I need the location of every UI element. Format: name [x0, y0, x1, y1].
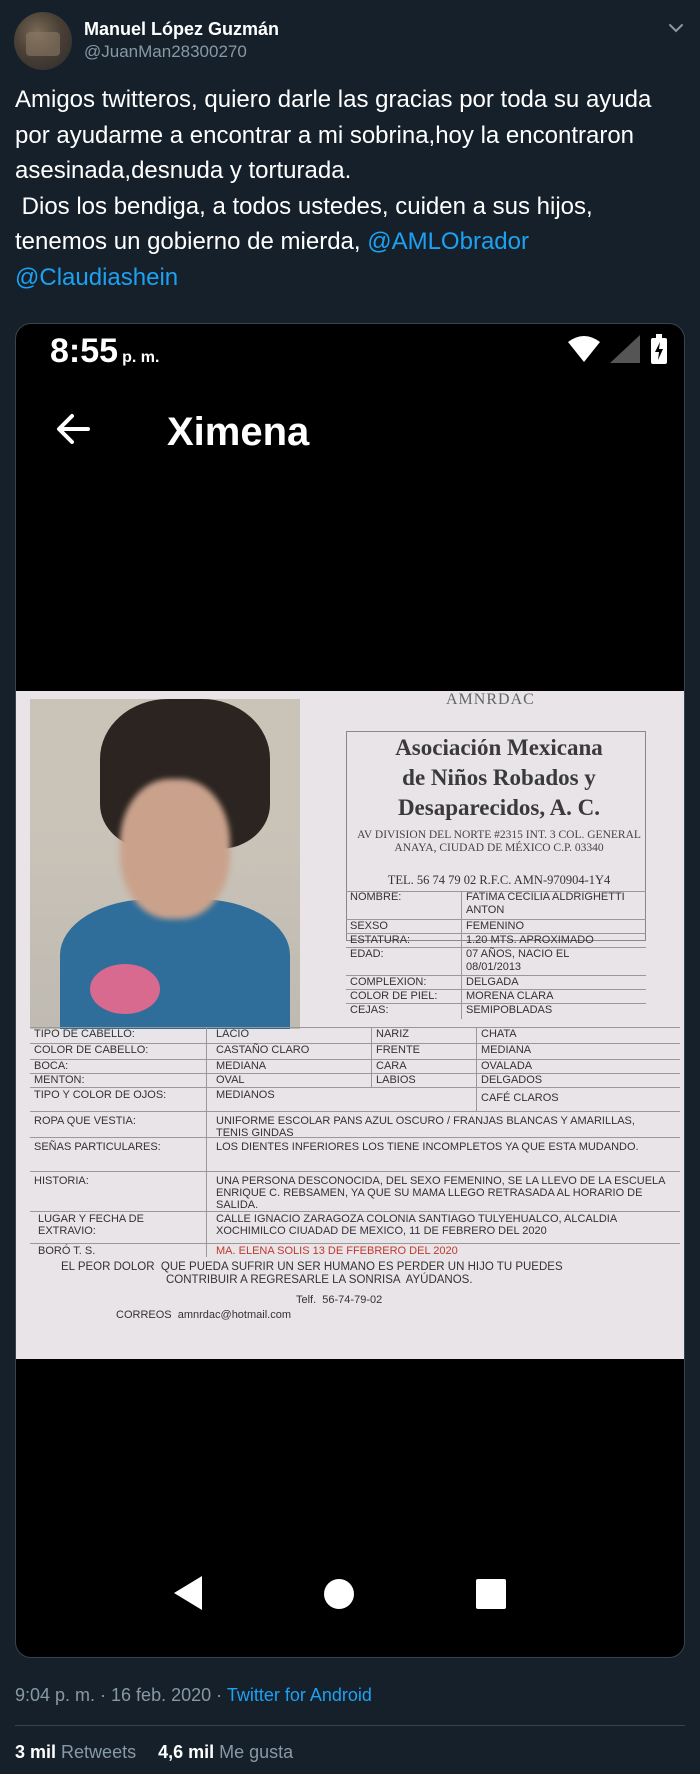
field-value: CHATA: [481, 1028, 517, 1040]
field-value: LACIO: [216, 1028, 250, 1040]
field-value: FATIMA CECILIA ALDRIGHETTI ANTON: [466, 891, 625, 916]
field-label: ESTATURA:: [350, 934, 411, 946]
signal-icon: [610, 335, 640, 363]
field-value: MEDIANA: [216, 1060, 267, 1072]
org-tel-rfc: TEL. 56 74 79 02 R.F.C. AMN-970904-1Y4: [387, 873, 611, 887]
mention-link[interactable]: @Claudiashein: [15, 263, 179, 291]
app-title: Ximena: [167, 410, 310, 454]
tweet-body: Amigos twitteros, quiero darle las gracias por toda su ayuda por ayudarme a encontrar a mi sobrina,hoy la encontraron asesinada,desnuda y torturada. Dios los bendiga, a todos ustedes, cuiden a sus hijos, tenemos un gobierno de mierda,: [15, 86, 652, 255]
field-label: SEÑAS PARTICULARES:: [34, 1141, 161, 1153]
tweet-timestamp[interactable]: 9:04 p. m. · 16 feb. 2020 ·: [15, 1685, 227, 1705]
field-value: MEDIANOS: [216, 1089, 275, 1101]
flyer-watermark: AMNRDAC: [446, 691, 535, 708]
field-label: SEXSO: [350, 920, 388, 932]
field-value: CAFÉ CLAROS: [481, 1092, 559, 1104]
field-value: CALLE IGNACIO ZARAGOZA COLONIA SANTIAGO TULYEHUALCO, ALCALDIA XOCHIMILCO CIUADAD DE MEXICO, 11 DE FEBRERO DEL 2020: [216, 1213, 617, 1237]
field-value: DELGADOS: [481, 1074, 543, 1086]
field-value: MA. ELENA SOLIS 13 DE FFEBRERO DEL 2020: [216, 1245, 458, 1257]
org-address: AV DIVISION DEL NORTE #2315 INT. 3 COL. GENERAL ANAYA, CIUDAD DE MÉXICO C.P. 03340: [357, 829, 641, 854]
tweet-stats: [15, 1742, 293, 1763]
field-label: FRENTE: [376, 1044, 420, 1056]
field-label: BORÓ T. S.: [38, 1245, 96, 1257]
nav-home-icon[interactable]: [324, 1579, 354, 1609]
field-label: COLOR DE PIEL:: [350, 990, 438, 1002]
wifi-icon: [568, 336, 600, 362]
field-label: EDAD:: [350, 948, 384, 960]
field-label: COLOR DE CABELLO:: [34, 1044, 149, 1056]
field-label: NARIZ: [376, 1028, 409, 1040]
nav-back-icon[interactable]: [174, 1576, 204, 1610]
field-value: OVAL: [216, 1074, 245, 1086]
field-label: TIPO DE CABELLO:: [34, 1028, 135, 1040]
field-value: UNA PERSONA DESCONOCIDA, DEL SEXO FEMENINO, SE LA LLEVO DE LA ESCUELA ENRIQUE C. REBSAMEN, YA QUE SU MAMA LLEGO RETRASADA AL HORARIO DE SALIDA.: [216, 1175, 665, 1211]
android-navbar: [16, 1524, 685, 1658]
field-value: MORENA CLARA: [466, 990, 554, 1002]
field-value: UNIFORME ESCOLAR PANS AZUL OSCURO / FRANJAS BLANCAS Y AMARILLAS, TENIS GINDAS: [216, 1115, 635, 1139]
mention-link[interactable]: @AMLObrador: [367, 228, 529, 255]
field-label: CARA: [376, 1060, 407, 1072]
field-value: 1.20 MTS. APROXIMADO: [466, 934, 594, 946]
field-value: DELGADA: [466, 976, 519, 988]
field-label: BOCA:: [34, 1060, 69, 1072]
chevron-down-icon[interactable]: [666, 18, 686, 38]
field-label: MENTON:: [34, 1074, 85, 1086]
field-value: 07 AÑOS, NACIO EL 08/01/2013: [466, 948, 569, 973]
field-label: HISTORIA:: [34, 1175, 89, 1187]
retweets-stat[interactable]: 3 mil Retweets: [15, 1742, 137, 1762]
field-value: FEMENINO: [466, 920, 525, 932]
field-value: OVALADA: [481, 1060, 533, 1072]
field-label: ROPA QUE VESTIA:: [34, 1115, 136, 1127]
tweet-source[interactable]: Twitter for Android: [226, 1685, 372, 1705]
missing-person-flyer: [16, 691, 685, 1359]
likes-stat[interactable]: 4,6 mil Me gusta: [158, 1742, 294, 1762]
phone-clock: 8:55 p. m.: [50, 332, 160, 370]
phone-status-icons: [568, 334, 668, 364]
flyer-footer: CONTRIBUIR A REGRESARLE LA SONRISA AYÚDANOS.: [166, 1274, 473, 1286]
org-name: Asociación Mexicana de Niños Robados y Desaparecidos, A. C.: [395, 735, 603, 820]
field-label: CEJAS:: [350, 1004, 389, 1016]
tweet-meta: [15, 1685, 372, 1706]
field-value: SEMIPOBLADAS: [466, 1004, 553, 1016]
tweet-media[interactable]: [15, 323, 685, 1658]
author-handle[interactable]: @JuanMan28300270: [84, 42, 247, 61]
field-label: TIPO Y COLOR DE OJOS:: [34, 1089, 167, 1101]
author-name[interactable]: Manuel López Guzmán: [84, 19, 280, 39]
tweet-text: [15, 82, 687, 295]
field-label: LABIOS: [376, 1074, 416, 1086]
field-label: COMPLEXION:: [350, 976, 427, 988]
field-value: CASTAÑO CLARO: [216, 1044, 310, 1056]
back-arrow-icon[interactable]: [54, 410, 92, 448]
nav-recents-icon[interactable]: [476, 1579, 506, 1609]
field-label: LUGAR Y FECHA DE EXTRAVIO:: [38, 1213, 144, 1237]
field-label: NOMBRE:: [350, 891, 402, 903]
battery-charging-icon: [650, 334, 668, 364]
avatar[interactable]: [14, 12, 72, 70]
flyer-telf: Telf. 56-74-79-02: [296, 1294, 383, 1306]
field-value: LOS DIENTES INFERIORES LOS TIENE INCOMPLETOS YA QUE ESTA MUDANDO.: [216, 1141, 639, 1153]
child-photo: [30, 699, 300, 1029]
field-value: MEDIANA: [481, 1044, 532, 1056]
divider: [15, 1725, 685, 1726]
flyer-correos: CORREOS amnrdac@hotmail.com: [116, 1309, 291, 1321]
tweet-header: [14, 12, 686, 72]
flyer-footer: EL PEOR DOLOR QUE PUEDA SUFRIR UN SER HUMANO ES PERDER UN HIJO TU PUEDES: [61, 1261, 563, 1273]
